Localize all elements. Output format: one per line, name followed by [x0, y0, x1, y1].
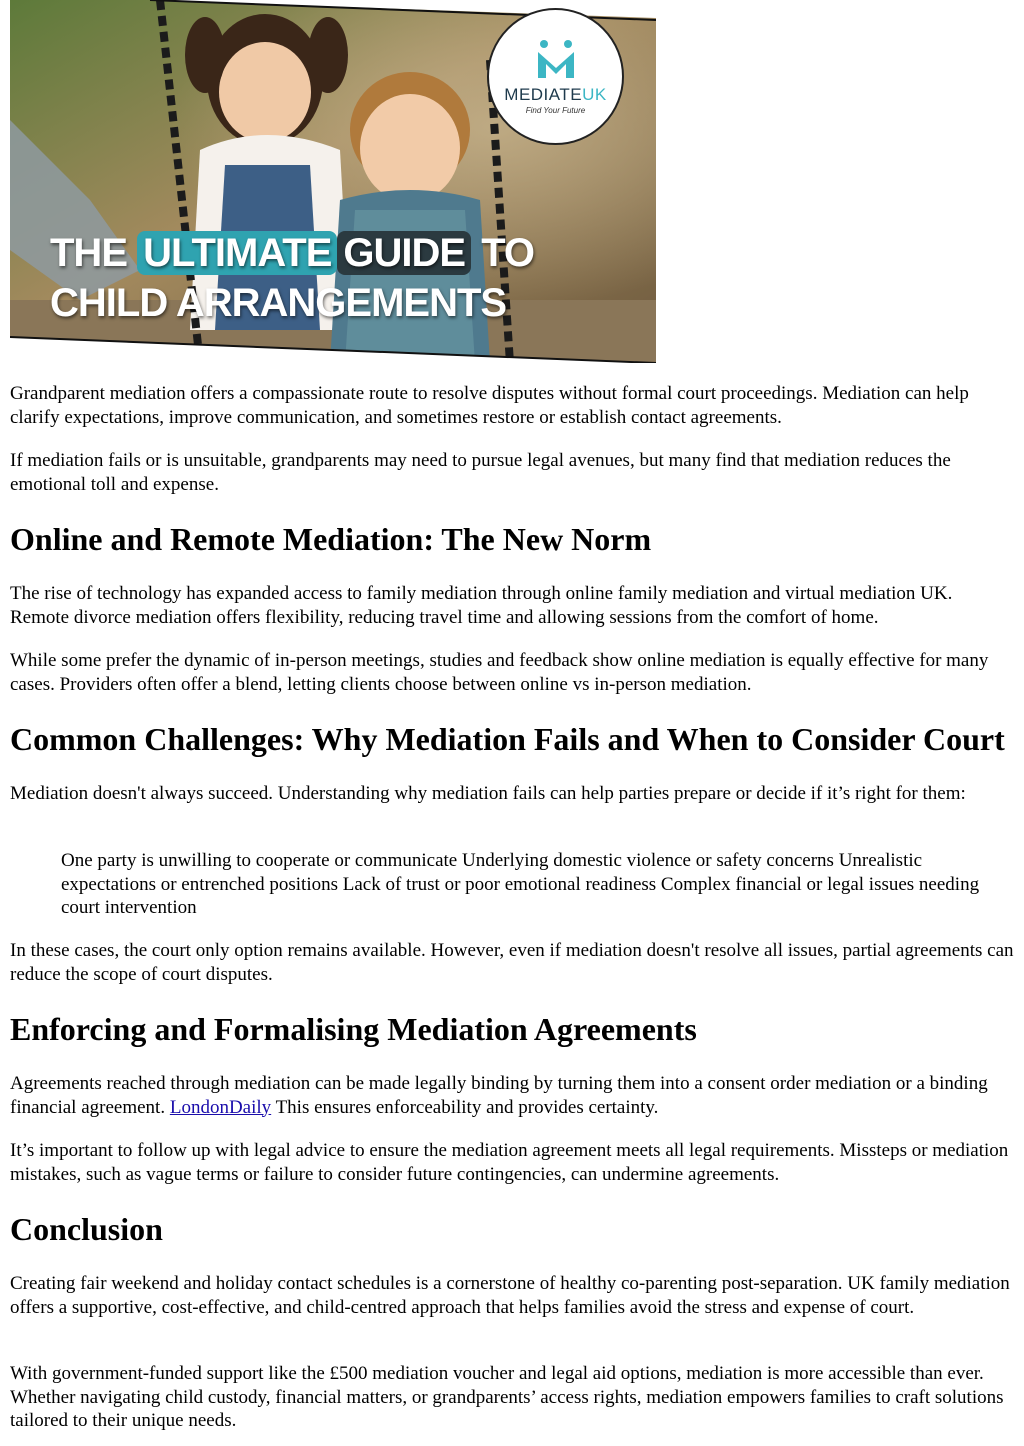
paragraph-legally-binding-text: Agreements reached through mediation can be made legally binding by turning them into a consent order mediation or a binding financial agreement.	[10, 1073, 988, 1118]
paragraph-fair-contact-schedules: Creating fair weekend and holiday contact schedules is a cornerstone of healthy co-parenting post-separation. UK family mediation offers a supportive, cost-effective, and child-centred approach that helps families avoid the stress and expense of court.	[10, 1273, 1010, 1318]
londondaily-link[interactable]: LondonDaily	[169, 1096, 272, 1118]
heading-conclusion: Conclusion	[10, 1211, 163, 1247]
paragraph-legally-binding	[10, 1072, 1014, 1119]
paragraph-legal-advice: It’s important to follow up with legal advice to ensure the mediation agreement meets all legal requirements. Missteps or mediation mistakes, such as vague terms or failure to consider future contingencies, can undermine agreements.	[10, 1140, 1009, 1185]
blockquote-failure-reasons: One party is unwilling to cooperate or communicate Underlying domestic violence or safety concerns Unrealistic expectations or entrenched positions Lack of trust or poor emotional readiness Complex financial or legal issues needing court intervention	[61, 850, 980, 918]
logo-tagline: Find Your Future	[525, 105, 586, 115]
paragraph-legally-binding-tail: This ensures enforceability and provides certainty.	[271, 1096, 659, 1118]
hero-banner-image	[10, 0, 656, 363]
hero-title-line-1	[50, 228, 534, 278]
paragraph-mediation-fails: If mediation fails or is unsuitable, grandparents may need to pursue legal avenues, but many find that mediation reduces the emotional toll and expense.	[10, 450, 951, 495]
logo-word-uk: UK	[582, 84, 607, 104]
paragraph-government-funded-support: With government-funded support like the £500 mediation voucher and legal aid options, mediation is more accessible than ever. Whether navigating child custody, financial matters, or grandparents’ access rights, mediation empowers families to craft solutions tailored to their unique needs.	[10, 1363, 1004, 1431]
hero-title-the: THE	[50, 231, 127, 275]
hero-title-to: TO	[481, 231, 535, 275]
heading-online-remote-mediation: Online and Remote Mediation: The New Norm	[10, 521, 652, 557]
paragraph-court-only-option: In these cases, the court only option remains available. However, even if mediation doesn't resolve all issues, partial agreements can reduce the scope of court disputes.	[10, 940, 1014, 985]
hero-title-guide: GUIDE	[337, 231, 471, 275]
paragraph-mediation-not-always-succeed: Mediation doesn't always succeed. Understanding why mediation fails can help parties prepare or decide if it’s right for them:	[10, 783, 966, 804]
hero-title-line-2: CHILD ARRANGEMENTS	[50, 281, 507, 325]
logo-wordmark	[504, 86, 606, 104]
article-page	[10, 0, 1014, 1431]
hero-title	[50, 228, 534, 328]
paragraph-rise-of-technology: The rise of technology has expanded access to family mediation through online family mediation and virtual mediation UK. Remote divorce mediation offers flexibility, reducing travel time and allowing sessions from the comfort of home.	[10, 583, 953, 628]
paragraph-grandparent-mediation: Grandparent mediation offers a compassionate route to resolve disputes without formal court proceedings. Mediation can help clarify expectations, improve communication, and sometimes restore or establish contact agreements.	[10, 383, 969, 428]
heading-enforcing-agreements: Enforcing and Formalising Mediation Agreements	[10, 1011, 697, 1047]
heading-common-challenges: Common Challenges: Why Mediation Fails and When to Consider Court	[10, 721, 1005, 757]
hero-title-ultimate: ULTIMATE	[137, 231, 337, 275]
paragraph-in-person-vs-online: While some prefer the dynamic of in-person meetings, studies and feedback show online mediation is equally effective for many cases. Providers often offer a blend, letting clients choose between online vs in-person mediation.	[10, 650, 989, 695]
logo-people-icon	[534, 38, 578, 82]
logo-word-mediate: MEDIATE	[504, 84, 583, 104]
mediateuk-logo	[487, 8, 624, 145]
